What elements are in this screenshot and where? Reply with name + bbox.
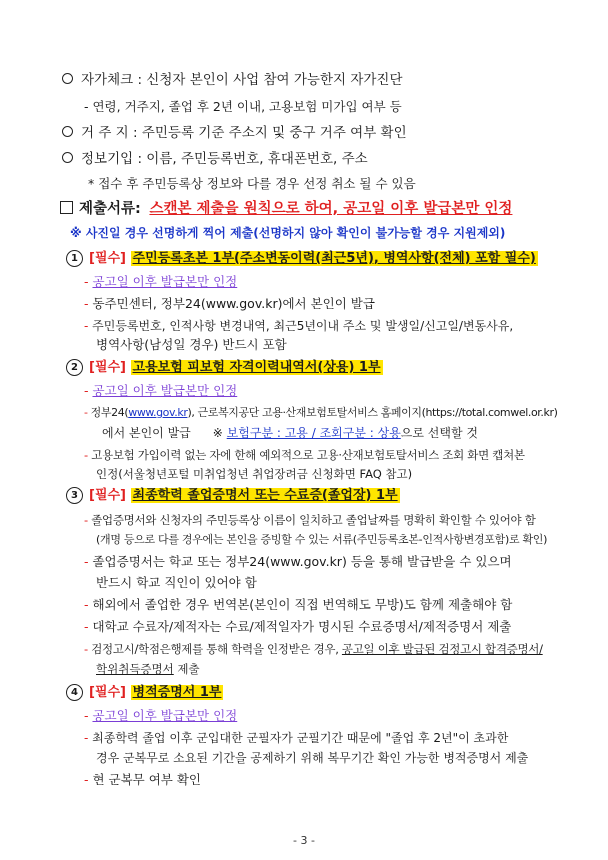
circle-bullet-icon xyxy=(62,73,73,84)
item4-heading xyxy=(66,684,223,702)
item4-line4: - 현 군복무 여부 확인 xyxy=(84,772,202,787)
item4-title: 병적증명서 1부 xyxy=(132,685,222,700)
item2-heading xyxy=(66,359,383,377)
item2-line2-a: 정부24( xyxy=(90,406,129,419)
item2-line3-b: ※ xyxy=(212,426,223,440)
item2-line5: 인정(서울청년포털 미취업청년 취업장려금 신청화면 FAQ 참고) xyxy=(96,467,413,481)
item3-line7: - 검정고시/학점은행제를 통해 학력을 인정받은 경우, 공고일 이후 발급된 검정고시 합격증명서/ xyxy=(84,642,543,656)
item1-line3: - 주민등록번호, 인적사항 변경내역, 최근5년이내 주소 및 발생일/신고일/변동사유, xyxy=(84,319,514,333)
item1-heading xyxy=(66,250,538,268)
page-number: - 3 - xyxy=(293,834,315,847)
item4-required-tag: [필수] xyxy=(89,685,126,700)
info-text: 정보기입 : 이름, 주민등록번호, 휴대폰번호, 주소 xyxy=(81,151,368,167)
item2-line1: - 공고일 이후 발급본만 인정 xyxy=(84,383,238,398)
item2-line3-c: 보험구분 : 고용 / 조회구분 : 상용 xyxy=(226,426,401,440)
item1-required-tag: [필수] xyxy=(89,251,126,266)
number-1-icon: 1 xyxy=(66,250,83,267)
item3-line5-text: 해외에서 졸업한 경우 번역본(본인이 직접 번역해도 무방)도 함께 제출해야 함 xyxy=(92,597,513,612)
self-check-detail: - 연령, 거주지, 졸업 후 2년 이내, 고용보험 미가입 여부 등 xyxy=(84,99,402,114)
item2-line3-d: 으로 선택할 것 xyxy=(400,426,478,440)
item3-required-tag: [필수] xyxy=(89,488,126,503)
item4-line2: - 최종학력 졸업 이후 군입대한 군필자가 군필기간 때문에 "졸업 후 2년"이 초과한 xyxy=(84,731,509,745)
item2-line4-text: 고용보험 가입이력 없는 자에 한해 예외적으로 고용·산재보험토탈서비스 조회 화면 캡쳐본 xyxy=(91,448,525,462)
item3-line7-b: 공고일 이후 발급된 검정고시 합격증명서/ xyxy=(341,642,543,656)
docs-header xyxy=(60,199,512,219)
item4-line4-text: 현 군복무 여부 확인 xyxy=(92,772,202,787)
docs-label: 제출서류: xyxy=(79,201,141,217)
docs-header-text: 스캔본 제출을 원칙으로 하여, 공고일 이후 발급본만 인정 xyxy=(149,201,513,217)
item3-line1-text: 졸업증명서와 신청자의 주민등록상 이름이 일치하고 졸업날짜를 명확히 확인할 수 있어야 함 xyxy=(91,513,536,527)
item3-line8-a: 학위취득증명서 xyxy=(96,662,174,676)
item1-line2: - 동주민센터, 정부24(www.gov.kr)에서 본인이 발급 xyxy=(84,296,375,311)
item3-line8-b: 제출 xyxy=(177,662,200,676)
checkbox-square-icon xyxy=(60,201,73,214)
selection-note: * 접수 후 주민등록상 정보와 다를 경우 선정 취소 될 수 있음 xyxy=(88,176,416,191)
self-check-text: 자가체크 : 신청자 본인이 사업 참여 가능한지 자가진단 xyxy=(81,72,403,88)
item3-line5: - 해외에서 졸업한 경우 번역본(본인이 직접 번역해도 무방)도 함께 제출해야 함 xyxy=(84,597,513,612)
number-4-icon: 4 xyxy=(66,684,83,701)
gov24-link[interactable]: www.gov.kr xyxy=(128,406,188,419)
residence-line xyxy=(62,125,407,141)
photo-notice: ※ 사진일 경우 선명하게 찍어 제출(선명하지 않아 확인이 불가능할 경우 지원제외) xyxy=(70,226,506,240)
item3-line3: - 졸업증명서는 학교 또는 정부24(www.gov.kr) 등을 통해 발급받을 수 있으며 xyxy=(84,554,512,569)
item4-line3: 경우 군복무로 소요된 기간을 공제하기 위해 복무기간 확인 가능한 병적증명서 제출 xyxy=(96,751,529,765)
item1-title: 주민등록초본 1부(주소변동이력(최근5년), 병역사항(전체) 포함 필수) xyxy=(132,251,536,266)
item3-heading xyxy=(66,487,400,505)
item3-line3-text: 졸업증명서는 학교 또는 정부24(www.gov.kr) 등을 통해 발급받을 수 있으며 xyxy=(92,554,512,569)
item4-line2-text: 최종학력 졸업 이후 군입대한 군필자가 군필기간 때문에 "졸업 후 2년"이 초과한 xyxy=(92,731,509,745)
item3-line6-text: 대학교 수료자/제적자는 수료/제적일자가 명시된 수료증명서/제적증명서 제출 xyxy=(92,619,512,634)
item3-line7-a: 검정고시/학점은행제를 통해 학력을 인정받은 경우, xyxy=(91,642,339,656)
item2-line3 xyxy=(102,425,478,441)
item2-line2-c: ), 근로복지공단 고용·산재보험토탈서비스 홈페이지(https://total.comwel.or.kr) xyxy=(187,406,558,419)
self-check-line xyxy=(62,72,403,88)
item4-line1: - 공고일 이후 발급본만 인정 xyxy=(84,708,238,723)
item3-line8 xyxy=(96,661,200,677)
item3-line2: (개명 등으로 다를 경우에는 본인을 증빙할 수 있는 서류(주민등록초본-인적사항변경포함)로 확인) xyxy=(96,533,548,546)
number-2-icon: 2 xyxy=(66,359,83,376)
item2-line1-text: 공고일 이후 발급본만 인정 xyxy=(92,383,238,398)
info-line xyxy=(62,151,368,167)
item4-line1-text: 공고일 이후 발급본만 인정 xyxy=(92,708,238,723)
item2-required-tag: [필수] xyxy=(89,360,126,375)
item2-title: 고용보험 피보험 자격이력내역서(상용) 1부 xyxy=(132,360,381,375)
residence-text: 거 주 지 : 주민등록 기준 주소지 및 중구 거주 여부 확인 xyxy=(81,125,407,141)
item2-line2: - 정부24(www.gov.kr), 근로복지공단 고용·산재보험토탈서비스 홈페이지(https://total.comwel.or.kr) xyxy=(84,406,558,419)
item1-line2-text: 동주민센터, 정부24(www.gov.kr)에서 본인이 발급 xyxy=(92,296,375,311)
item1-line1: - 공고일 이후 발급본만 인정 xyxy=(84,274,238,289)
item1-line4: 병역사항(남성일 경우) 반드시 포함 xyxy=(96,337,287,352)
item3-title: 최종학력 졸업증명서 또는 수료증(졸업장) 1부 xyxy=(132,488,398,503)
number-3-icon: 3 xyxy=(66,487,83,504)
item2-line4: - 고용보험 가입이력 없는 자에 한해 예외적으로 고용·산재보험토탈서비스 조회 화면 캡쳐본 xyxy=(84,448,525,462)
item3-line1: - 졸업증명서와 신청자의 주민등록상 이름이 일치하고 졸업날짜를 명확히 확인할 수 있어야 함 xyxy=(84,513,536,527)
item2-line3-a: 에서 본인이 발급 xyxy=(102,426,191,440)
item3-line6: - 대학교 수료자/제적자는 수료/제적일자가 명시된 수료증명서/제적증명서 제출 xyxy=(84,619,512,634)
item3-line4: 반드시 학교 직인이 있어야 함 xyxy=(96,575,257,590)
item1-line3-text: 주민등록번호, 인적사항 변경내역, 최근5년이내 주소 및 발생일/신고일/변동사유, xyxy=(92,319,514,333)
circle-bullet-icon xyxy=(62,126,73,137)
item1-line1-text: 공고일 이후 발급본만 인정 xyxy=(92,274,238,289)
circle-bullet-icon xyxy=(62,152,73,163)
